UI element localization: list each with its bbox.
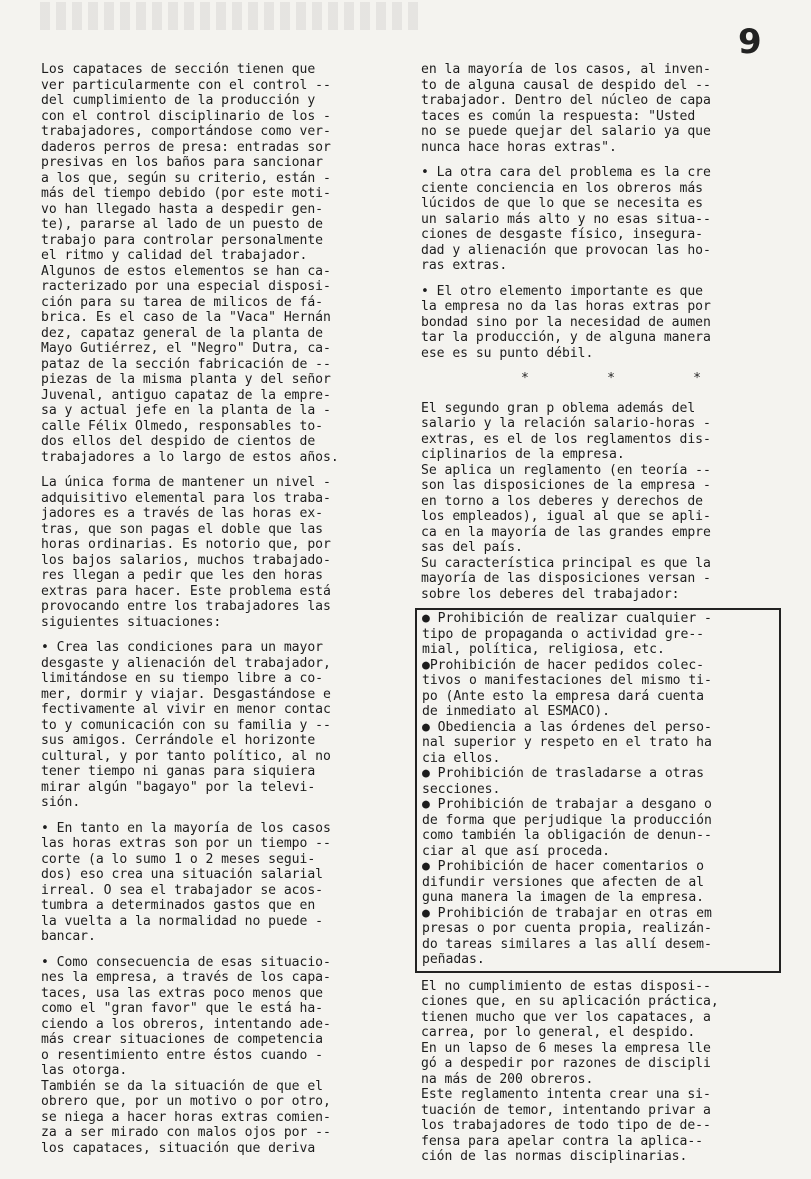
faded-header-bleed <box>40 2 420 30</box>
divider-star: * <box>607 371 615 386</box>
rule-item-comentarios: ● Prohibición de hacer comentarios o difundir versiones que afecten de al guna manera la imagen de la empresa. <box>422 859 704 905</box>
rules-box <box>415 608 781 973</box>
divider-star: * <box>521 371 529 386</box>
bullet-desgaste: • Crea las condiciones para un mayor desgaste y alienación del trabajador, limitándose en su tiempo libre a co- mer, dormir y viajar. Desgastándose e fectivamente al vivir en menor contac to y comunicación con su familia y -- sus amigos. Cerrándole el horizonte cultural, y por tanto político, al no tener tiempo ni ganas para siquiera mirar algún "bagayo" por la televi- sión. <box>41 640 331 810</box>
paragraph-despidos: En un lapso de 6 meses la empresa lle gó a despedir por razones de discipli na más de 200 obreros. <box>421 1040 711 1087</box>
rule-item-otras-empresas: ● Prohibición de trabajar en otras em presas o por cuenta propia, realizán- do tareas similares a las allí desem- peñadas. <box>422 905 712 967</box>
bullet-situacion-irreal: • En tanto en la mayoría de los casos las horas extras son por un tiempo -- corte (a lo sumo 1 o 2 meses segui- dos) eso crea una situación salarial irreal. O sea el trabajador se acos- tumbra a determinados gastos que en la vuelta a la normalidad no puede - bancar. <box>41 820 331 944</box>
paragraph-capataces: Los capataces de sección tienen que ver particularmente con el control -- del cumplimiento de la producción y con el control disciplinario de los - trabajadores, comportándose como ver- daderos perros de presa: entradas sor presivas en los baños para sancionar a los que, según su criterio, están - más del tiempo debido (por este moti- vo han llegado hasta a despedir gen- te), pararse al lado de un puesto de trabajo para controlar personalmente el ritmo y calidad del trabajador. Algunos de estos elementos se han ca- racterizado por una especial disposi- ción para su tarea de milicos de fá- brica. Es el caso de la "Vaca" Hernán dez, capataz general de la planta de Mayo Gutiérrez, el "Negro" Dutra, ca- pataz de la sección fabricación de -- piezas de la misma planta y del señor Juvenal, antiguo capataz de la empre- sa y actual jefe en la planta de la - calle Félix Olmedo, responsables to- dos ellos del despido de cientos de trabajadores a lo largo de estos años. <box>41 62 339 465</box>
bullet-gran-favor: • Como consecuencia de esas situacio- nes la empresa, a través de los capa- taces, usa las extras poco menos que como el "gran favor" que le está ha- ciendo a los obreros, intentando ade- más crear situaciones de competencia o resentimiento entre éstos cuando - las otorga. También se da la situación de que el obrero que, por un motivo o por otro, se niega a hacer horas extras comien- za a ser mirado con malos ojos por -- los capataces, situación que deriva <box>41 954 331 1156</box>
rule-item-obediencia: ● Obediencia a las órdenes del perso- nal superior y respeto en el trato ha cia ellos. <box>422 719 712 766</box>
paragraph-caracteristica: Su característica principal es que la mayoría de las disposiciones versan - sobre los deberes del trabajador: <box>421 555 711 602</box>
paragraph-horas-extras: La única forma de mantener un nivel - adquisitivo elemental para los traba- jadores es a través de las horas ex- tras, que son pagas el doble que las horas ordinarias. Es notorio que, por los bajos salarios, muchos trabajado- res llegan a pedir que les den horas extras para hacer. Este problema está provocando entre los trabajadores las siguientes situaciones: <box>41 475 331 630</box>
paragraph-reglamento-teoria: Se aplica un reglamento (en teoría -- son las disposiciones de la empresa - en torno a los deberes y derechos de los empleados), igual al que se apli- ca en la mayoría de las grandes empre sas del país. <box>421 462 711 555</box>
bullet-conciencia: • La otra cara del problema es la cre ciente conciencia en los obreros más lúcidos de que lo que se necesita es un salario más alto y no esas situa-- ciones de desgaste físico, insegura- dad y alienación que provocan las ho- ras extras. <box>421 165 711 273</box>
divider-star: * <box>693 371 701 386</box>
left-column <box>41 62 397 1166</box>
right-column <box>421 62 773 1165</box>
paragraph-temor: Este reglamento intenta crear una si- tuación de temor, intentando privar a los trabajadores de todo tipo de de-- fensa para apelar contra la aplica-- ción de las normas disciplinarias. <box>421 1087 711 1164</box>
rule-item-propaganda: ● Prohibición de realizar cualquier - tipo de propaganda o actividad gre-- mial, política, religiosa, etc. <box>422 611 712 657</box>
paragraph-causal-despido: en la mayoría de los casos, al inven- to de alguna causal de despido del -- trabajador. Dentro del núcleo de capa taces es común la respuesta: "Usted no se puede quejar del salario ya que nunca hace horas extras". <box>421 62 711 155</box>
paragraph-reglamentos: El segundo gran p oblema además del salario y la relación salario-horas - extras, es el de los reglamentos dis- ciplinarios de la empresa. <box>421 400 711 462</box>
rule-item-desgano: ● Prohibición de trabajar a desgano o de forma que perjudique la producción como también la obligación de denun-- ciar al que así proceda. <box>422 797 712 859</box>
paragraph-incumplimiento: El no cumplimiento de estas disposi-- ciones que, en su aplicación práctica, tienen mucho que ver los capataces, a carrea, por lo general, el despido. <box>421 978 719 1040</box>
rule-item-trasladarse: ● Prohibición de trasladarse a otras secciones. <box>422 766 704 797</box>
section-divider <box>421 371 773 387</box>
rule-item-pedidos-colectivos: ●Prohibición de hacer pedidos colec- tivos o manifestaciones del mismo ti- po (Ante esto la empresa dará cuenta de inmediato al ESMACO). <box>422 657 712 719</box>
bullet-punto-debil: • El otro elemento importante es que la empresa no da las horas extras por bondad sino por la necesidad de aumen tar la producción, y de alguna manera ese es su punto débil. <box>421 283 711 361</box>
page-number: 9 <box>738 22 762 62</box>
